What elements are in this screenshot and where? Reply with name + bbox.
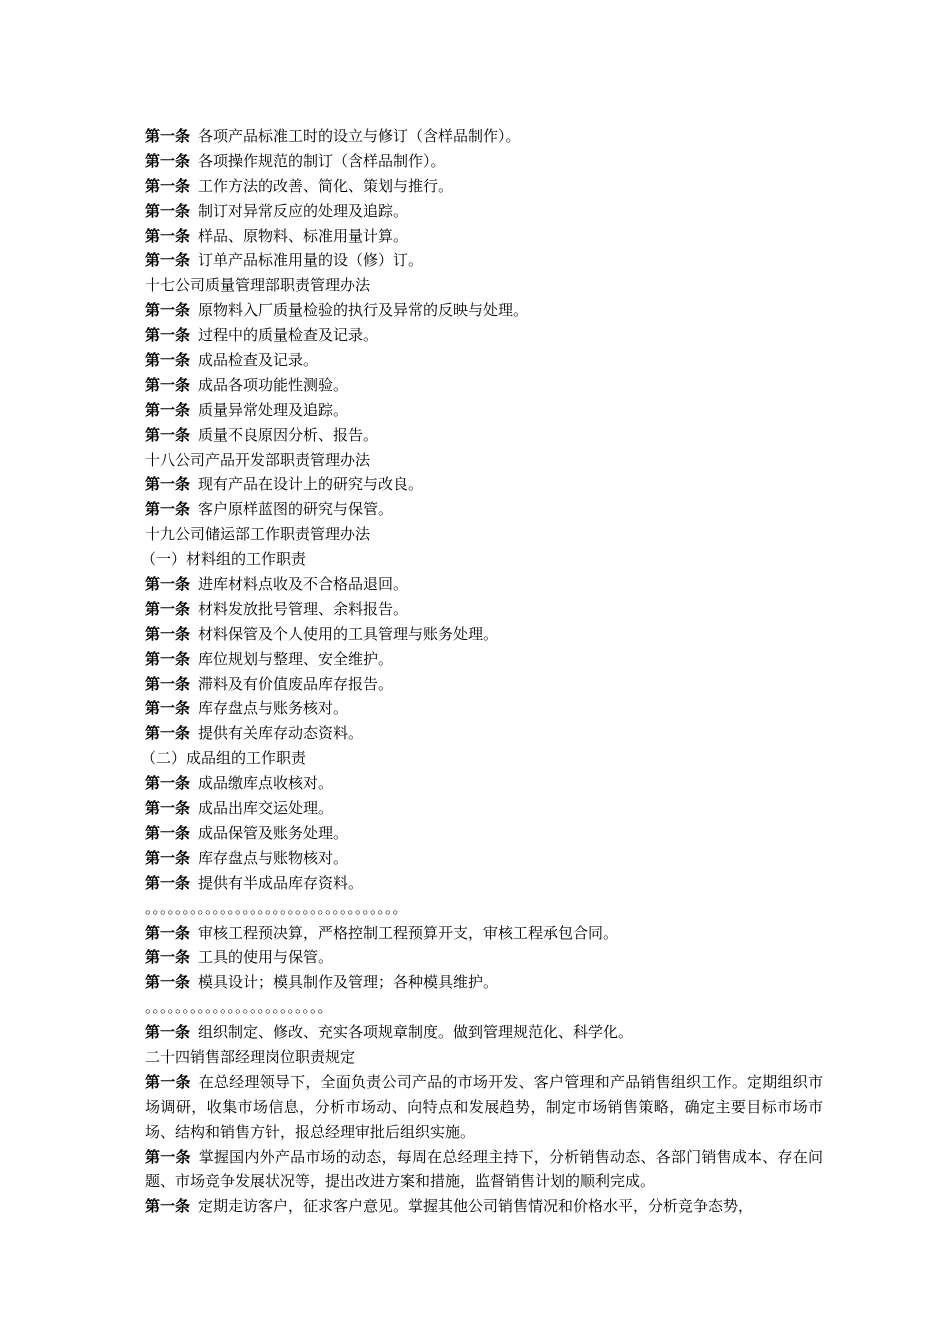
article-text: 现有产品在设计上的研究与改良。: [198, 475, 424, 494]
article-label: 第一条: [145, 724, 191, 743]
article-label: 第一条: [145, 923, 191, 942]
article-line: [145, 124, 823, 149]
article-label: 第一条: [145, 823, 191, 842]
article-line: [145, 348, 823, 373]
article-label: 第一条: [145, 1147, 191, 1166]
article-label: 第一条: [145, 251, 191, 270]
article-label: 第一条: [145, 500, 191, 519]
article-text: 材料发放批号管理、余料报告。: [198, 599, 409, 618]
article-line: [145, 199, 823, 224]
subsection-heading: （二）成品组的工作职责: [141, 749, 307, 768]
article-text: 成品出库交运处理。: [198, 799, 334, 818]
article-line: [145, 472, 823, 497]
article-text: 制订对异常反应的处理及追踪。: [198, 201, 409, 220]
article-text: 成品缴库点收核对。: [198, 774, 334, 793]
article-text: 各项操作规范的制订（含样品制作）。: [198, 151, 446, 170]
article-line: [145, 497, 823, 522]
article-line: [145, 622, 823, 647]
article-label: 第一条: [145, 400, 191, 419]
article-text: 组织制定、修改、充实各项规章制度。做到管理规范化、科学化。: [198, 1023, 634, 1042]
article-text: 审核工程预决算，严格控制工程预算开支，审核工程承包合同。: [198, 923, 619, 942]
article-label: 第一条: [145, 1072, 191, 1091]
article-text: 定期走访客户，征求客户意见。掌握其他公司销售情况和价格水平，分析竞争态势，: [198, 1197, 754, 1216]
article-text: 样品、原物料、标准用量计算。: [198, 226, 409, 245]
article-line: [145, 323, 823, 348]
article-line: [145, 871, 823, 896]
article-line: [145, 921, 823, 946]
article-label: 第一条: [145, 226, 191, 245]
article-line: [145, 945, 823, 970]
article-label: 第一条: [145, 1197, 191, 1216]
article-label: 第一条: [145, 176, 191, 195]
article-line: [145, 572, 823, 597]
article-label: 第一条: [145, 575, 191, 594]
article-label: 第一条: [145, 326, 191, 345]
article-text: 模具设计；模具制作及管理；各种模具维护。: [198, 973, 499, 992]
article-text: 客户原样蓝图的研究与保管。: [198, 500, 394, 519]
article-line: [145, 796, 823, 821]
article-text: 库存盘点与账物核对。: [198, 848, 349, 867]
article-label: 第一条: [145, 599, 191, 618]
ellipsis-separator: 。。。。。。。。。。。。。。。。。。。。。。。。。。。。。。。。。。: [145, 898, 408, 917]
section-heading: 十八公司产品开发部职责管理办法: [145, 450, 371, 469]
article-label: 第一条: [145, 301, 191, 320]
article-line: [145, 398, 823, 423]
article-text: 提供有关库存动态资料。: [198, 724, 364, 743]
article-label: 第一条: [145, 375, 191, 394]
article-line: [145, 696, 823, 721]
article-paragraph: [145, 1194, 823, 1219]
article-line: [145, 423, 823, 448]
article-label: 第一条: [145, 151, 191, 170]
document-page: [141, 124, 823, 1219]
section-heading: 十七公司质量管理部职责管理办法: [145, 276, 371, 295]
article-line: [145, 846, 823, 871]
article-label: 第一条: [145, 873, 191, 892]
article-text: 材料保管及个人使用的工具管理与账务处理。: [198, 624, 499, 643]
article-label: 第一条: [145, 674, 191, 693]
article-line: [145, 298, 823, 323]
article-text: 工具的使用与保管。: [198, 948, 334, 967]
article-line: [145, 821, 823, 846]
article-label: 第一条: [145, 127, 191, 145]
article-paragraph: [145, 1145, 823, 1195]
article-label: 第一条: [145, 1023, 191, 1042]
article-text: 提供有半成品库存资料。: [198, 873, 364, 892]
section-heading: 二十四销售部经理岗位职责规定: [145, 1047, 356, 1066]
article-label: 第一条: [145, 799, 191, 818]
article-line: [145, 672, 823, 697]
article-line: [145, 224, 823, 249]
article-text: 质量不良原因分析、报告。: [198, 425, 379, 444]
article-line: [145, 970, 823, 995]
article-label: 第一条: [145, 948, 191, 967]
article-line: [145, 373, 823, 398]
article-line: [145, 721, 823, 746]
article-label: 第一条: [145, 425, 191, 444]
article-line: [145, 248, 823, 273]
article-text: 原物料入厂质量检验的执行及异常的反映与处理。: [198, 301, 529, 320]
article-label: 第一条: [145, 848, 191, 867]
article-text: 滞料及有价值废品库存报告。: [198, 674, 394, 693]
subsection-heading: （一）材料组的工作职责: [141, 550, 307, 569]
article-paragraph: [145, 1070, 823, 1145]
article-text: 在总经理领导下，全面负责公司产品的市场开发、客户管理和产品销售组织工作。定期组织市场调研，收集市场信息，分析市场动、向特点和发展趋势，制定市场销售策略，确定主要目标市场市场、结构和销售方针，报总经理审批后组织实施。: [145, 1072, 823, 1141]
article-line: [145, 149, 823, 174]
article-text: 过程中的质量检查及记录。: [198, 326, 379, 345]
article-label: 第一条: [145, 649, 191, 668]
article-label: 第一条: [145, 201, 191, 220]
article-text: 库存盘点与账务核对。: [198, 699, 349, 718]
article-label: 第一条: [145, 774, 191, 793]
article-text: 掌握国内外产品市场的动态，每周在总经理主持下，分析销售动态、各部门销售成本、存在问题、市场竞争发展状况等，提出改进方案和措施，监督销售计划的顺利完成。: [145, 1147, 823, 1191]
article-line: [145, 174, 823, 199]
article-text: 成品保管及账务处理。: [198, 823, 349, 842]
article-text: 成品各项功能性测验。: [198, 375, 349, 394]
article-line: [145, 597, 823, 622]
article-text: 各项产品标准工时的设立与修订（含样品制作）。: [198, 127, 521, 145]
article-label: 第一条: [145, 624, 191, 643]
article-label: 第一条: [145, 699, 191, 718]
article-text: 订单产品标准用量的设（修）订。: [198, 251, 424, 270]
article-line: [145, 647, 823, 672]
article-label: 第一条: [145, 351, 191, 370]
section-heading: 十九公司储运部工作职责管理办法: [145, 525, 371, 544]
article-text: 库位规划与整理、安全维护。: [198, 649, 394, 668]
article-text: 进库材料点收及不合格品退回。: [198, 575, 409, 594]
article-text: 工作方法的改善、简化、策划与推行。: [198, 176, 454, 195]
article-label: 第一条: [145, 475, 191, 494]
article-text: 质量异常处理及追踪。: [198, 400, 349, 419]
article-line: [145, 771, 823, 796]
article-label: 第一条: [145, 973, 191, 992]
article-text: 成品检查及记录。: [198, 351, 319, 370]
ellipsis-separator: 。。。。。。。。。。。。。。。。。。。。。。。。: [145, 998, 333, 1017]
article-line: [145, 1020, 823, 1045]
